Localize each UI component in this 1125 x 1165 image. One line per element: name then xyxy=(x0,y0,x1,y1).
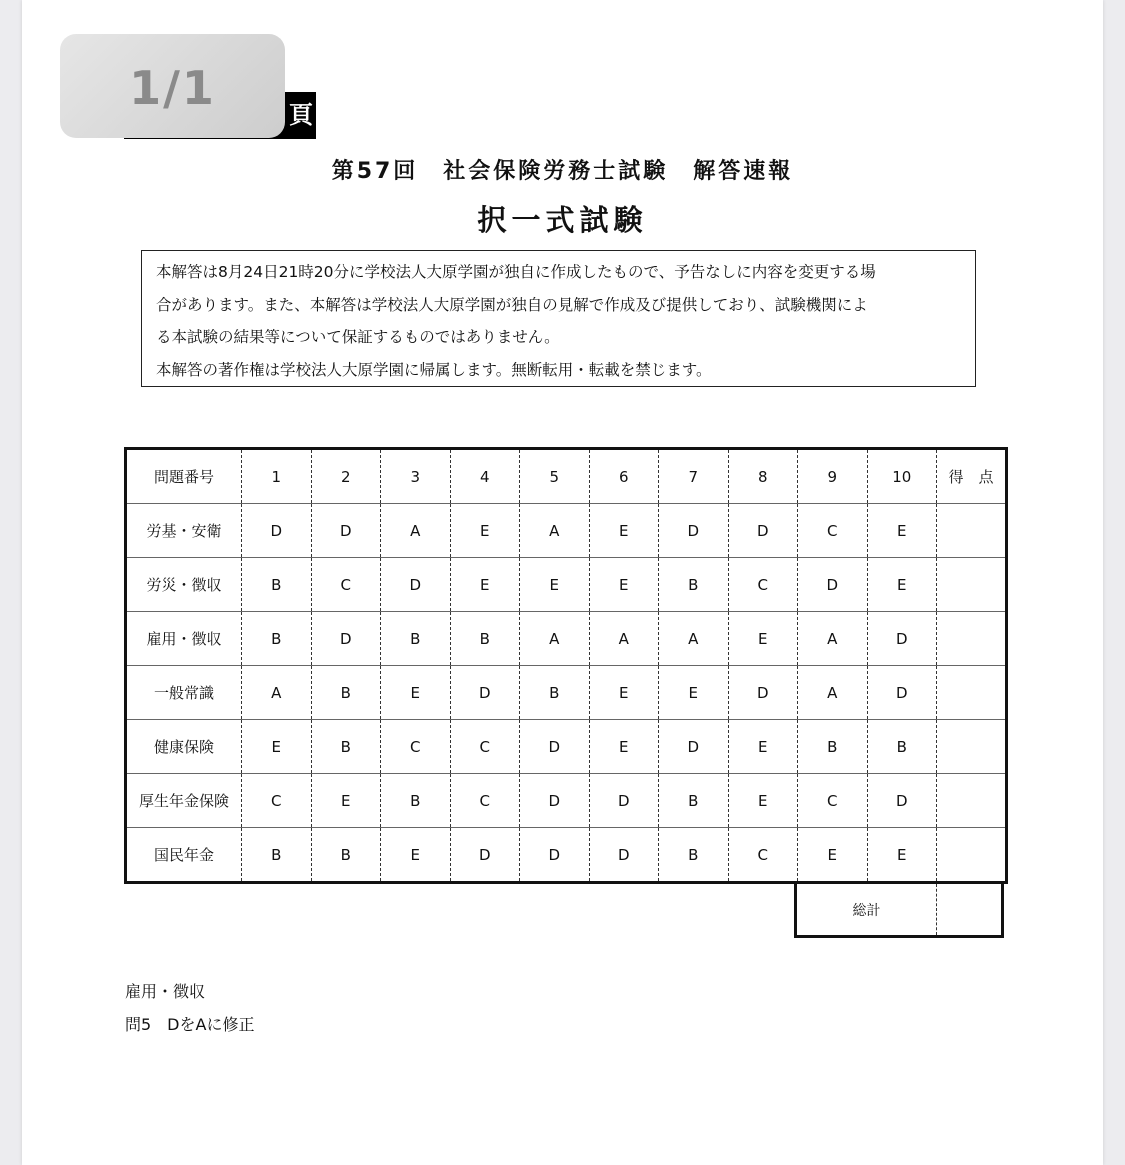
answer-cell: C xyxy=(242,774,312,828)
answer-cell: E xyxy=(589,558,659,612)
answer-cell: E xyxy=(520,558,590,612)
answer-table xyxy=(124,447,1008,884)
answer-cell: B xyxy=(659,558,729,612)
document-title: 第57回 社会保険労務士試験 解答速報 xyxy=(331,159,794,184)
answer-cell: D xyxy=(659,720,729,774)
answer-cell: E xyxy=(867,828,937,883)
score-cell xyxy=(937,720,1007,774)
answer-cell: A xyxy=(520,612,590,666)
score-cell xyxy=(937,666,1007,720)
table-row xyxy=(126,774,1007,828)
answer-cell: C xyxy=(798,774,868,828)
table-row xyxy=(126,558,1007,612)
answer-cell: C xyxy=(381,720,451,774)
question-number: 2 xyxy=(311,449,381,504)
answer-cell: D xyxy=(589,828,659,883)
table-row xyxy=(126,666,1007,720)
answer-cell: B xyxy=(242,558,312,612)
score-header: 得 点 xyxy=(937,449,1007,504)
answer-cell: D xyxy=(867,774,937,828)
subject-label: 厚生年金保険 xyxy=(126,774,242,828)
answer-cell: D xyxy=(520,720,590,774)
answer-cell: A xyxy=(381,504,451,558)
answer-cell: D xyxy=(728,504,798,558)
answer-cell: E xyxy=(589,666,659,720)
answer-cell: B xyxy=(798,720,868,774)
answer-cell: E xyxy=(450,504,520,558)
header-label: 頁 xyxy=(124,92,316,139)
answer-cell: D xyxy=(450,666,520,720)
answer-cell: C xyxy=(728,828,798,883)
answer-cell: E xyxy=(381,666,451,720)
total-label: 総計 xyxy=(797,884,937,935)
notice-line: 合があります。また、本解答は学校法人大原学園が独自の見解で作成及び提供しており、試験機関によ xyxy=(156,295,868,314)
answer-cell: B xyxy=(311,666,381,720)
answer-cell: E xyxy=(659,666,729,720)
question-number: 6 xyxy=(589,449,659,504)
question-number: 10 xyxy=(867,449,937,504)
answer-cell: B xyxy=(242,828,312,883)
answer-cell: C xyxy=(311,558,381,612)
subject-label: 一般常識 xyxy=(126,666,242,720)
notice-line: 本解答の著作権は学校法人大原学園に帰属します。無断転用・転載を禁じます。 xyxy=(156,360,712,379)
answer-cell: C xyxy=(728,558,798,612)
answer-cell: E xyxy=(311,774,381,828)
score-cell xyxy=(937,558,1007,612)
document-subtitle: 択一式試験 xyxy=(477,203,648,237)
answer-cell: E xyxy=(589,504,659,558)
table-row xyxy=(126,828,1007,883)
answer-cell: E xyxy=(867,504,937,558)
score-cell xyxy=(937,612,1007,666)
answer-cell: D xyxy=(242,504,312,558)
answer-cell: E xyxy=(381,828,451,883)
score-cell xyxy=(937,774,1007,828)
notice-box xyxy=(141,250,976,387)
answer-cell: B xyxy=(867,720,937,774)
answer-cell: E xyxy=(728,774,798,828)
answer-cell: D xyxy=(450,828,520,883)
notice-line: 本解答は8月24日21時20分に学校法人大原学園が独自に作成したもので、予告なしに内容を変更する場 xyxy=(156,263,876,281)
question-number: 7 xyxy=(659,449,729,504)
answer-cell: B xyxy=(450,612,520,666)
answer-cell: A xyxy=(589,612,659,666)
answer-cell: D xyxy=(520,828,590,883)
subject-label: 雇用・徴収 xyxy=(126,612,242,666)
answer-cell: A xyxy=(242,666,312,720)
answer-cell: B xyxy=(311,720,381,774)
table-row xyxy=(126,612,1007,666)
answer-cell: E xyxy=(798,828,868,883)
answer-cell: C xyxy=(450,774,520,828)
answer-cell: B xyxy=(381,774,451,828)
answer-cell: E xyxy=(728,612,798,666)
subject-label: 国民年金 xyxy=(126,828,242,883)
answer-cell: B xyxy=(242,612,312,666)
page-indicator: 1/1 xyxy=(60,34,285,138)
table-row xyxy=(126,720,1007,774)
subject-label: 労基・安衛 xyxy=(126,504,242,558)
score-cell xyxy=(937,504,1007,558)
answer-cell: D xyxy=(867,612,937,666)
table-row xyxy=(126,504,1007,558)
answer-cell: C xyxy=(450,720,520,774)
correction-subject: 雇用・徴収 xyxy=(125,982,206,1001)
answer-cell: D xyxy=(381,558,451,612)
answer-cell: B xyxy=(659,828,729,883)
total-row xyxy=(794,881,1004,938)
answer-cell: B xyxy=(381,612,451,666)
answer-cell: A xyxy=(798,612,868,666)
answer-cell: D xyxy=(867,666,937,720)
question-number: 5 xyxy=(520,449,590,504)
answer-cell: E xyxy=(589,720,659,774)
answer-cell: D xyxy=(728,666,798,720)
table-header-row xyxy=(126,449,1007,504)
answer-cell: D xyxy=(589,774,659,828)
answer-cell: E xyxy=(867,558,937,612)
answer-cell: B xyxy=(520,666,590,720)
question-number: 1 xyxy=(242,449,312,504)
score-cell xyxy=(937,828,1007,883)
notice-line: る本試験の結果等について保証するものではありません。 xyxy=(156,328,560,346)
answer-cell: B xyxy=(659,774,729,828)
answer-cell: E xyxy=(728,720,798,774)
subject-label: 労災・徴収 xyxy=(126,558,242,612)
answer-cell: D xyxy=(311,612,381,666)
answer-cell: D xyxy=(520,774,590,828)
answer-cell: D xyxy=(311,504,381,558)
question-number: 4 xyxy=(450,449,520,504)
question-number: 8 xyxy=(728,449,798,504)
answer-cell: A xyxy=(659,612,729,666)
question-number: 3 xyxy=(381,449,451,504)
answer-cell: D xyxy=(798,558,868,612)
answer-cell: E xyxy=(242,720,312,774)
answer-cell: D xyxy=(659,504,729,558)
answer-cell: A xyxy=(798,666,868,720)
answer-cell: E xyxy=(450,558,520,612)
answer-cell: A xyxy=(520,504,590,558)
answer-cell: C xyxy=(798,504,868,558)
header-label-cell: 問題番号 xyxy=(126,449,242,504)
answer-cell: B xyxy=(311,828,381,883)
subject-label: 健康保険 xyxy=(126,720,242,774)
correction-text: 問5 DをAに修正 xyxy=(125,1015,255,1034)
question-number: 9 xyxy=(798,449,868,504)
